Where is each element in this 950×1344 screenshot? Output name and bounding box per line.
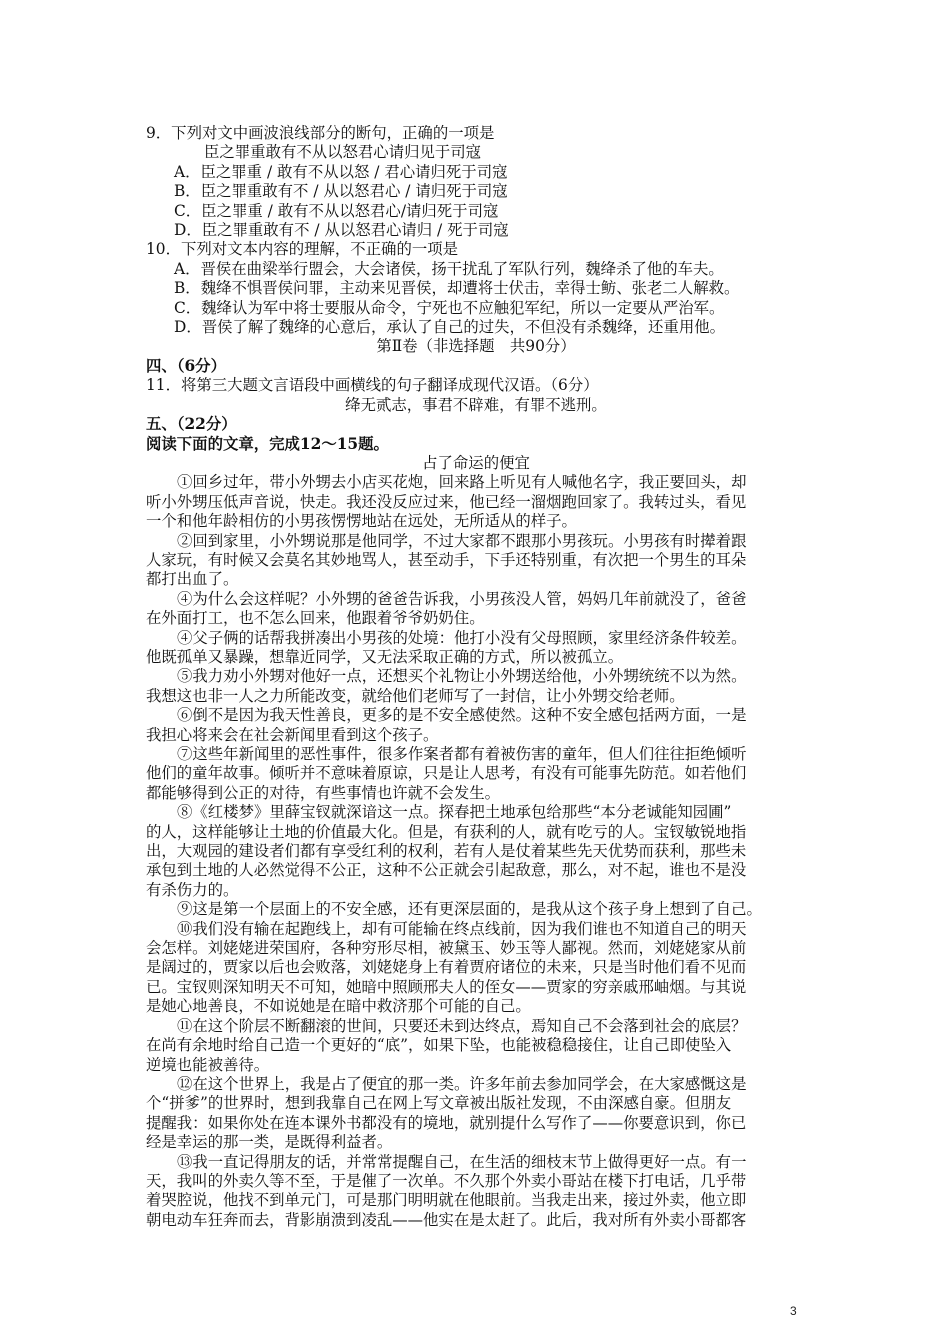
q9-option-b: B．臣之罪重敢有不 / 从以怒君心 / 请归死于司寇 <box>174 182 508 201</box>
article-line: 他们的童年故事。倾听并不意味着原谅，只是让人思考，有没有可能事先防范。如若他们 <box>146 764 747 783</box>
article-line: 逆境也能被善待。 <box>146 1055 270 1074</box>
article-paragraph <box>146 803 806 900</box>
article-title: 占了命运的便宜 <box>422 453 530 472</box>
article-paragraph <box>146 667 806 706</box>
page-number: 3 <box>790 1304 797 1318</box>
section-4-heading: 四、（6分） <box>146 356 226 375</box>
q10-option-a: A．晋侯在曲梁举行盟会，大会诸侯，扬干扰乱了军队行列，魏绛杀了他的车夫。 <box>174 259 724 278</box>
article-line: ④父子俩的话帮我拼凑出小男孩的处境：他打小没有父母照顾，家里经济条件较差。 <box>177 628 747 647</box>
q11-sentence: 绛无贰志，事君不辟难，有罪不逃刑。 <box>345 395 607 414</box>
article-line: 我想这也非一人之力所能改变，就给他们老师写了一封信，让小外甥交给老师。 <box>146 686 685 705</box>
article-line: 个“拼爹”的世界时，想到我靠自己在网上写文章被出版社发现，不由深感自豪。但朋友 <box>146 1094 732 1113</box>
q10-option-d: D．晋侯了解了魏绛的心意后，承认了自己的过失，不但没有杀魏绛，还重用他。 <box>174 318 726 337</box>
article-line: 是阔过的，贾家以后也会败落，刘姥姥身上有着贾府诸位的未来，只是当时他们看不见而 <box>146 958 747 977</box>
article-line: 一个和他年龄相仿的小男孩愣愣地站在远处，无所适从的样子。 <box>146 512 577 531</box>
article-paragraph <box>146 473 806 531</box>
article-line: ⑦这些年新闻里的恶性事件，很多作案者都有着被伤害的童年，但人们往往拒绝倾听 <box>177 745 747 763</box>
article-body <box>146 473 806 1230</box>
article-line: 的人，这样能够让土地的价值最大化。但是，有获利的人，就有吃亏的人。宝钗敏锐地指 <box>146 822 747 841</box>
article-paragraph <box>146 629 806 668</box>
article-paragraph <box>146 1017 806 1075</box>
q9-option-c: C．臣之罪重 / 敢有不从以怒君心/请归死于司寇 <box>174 201 499 220</box>
article-line: 天，我叫的外卖久等不至，于是催了一次单。不久那个外卖小哥站在楼下打电话，几乎带 <box>146 1171 747 1190</box>
article-line: ①回乡过年，带小外甥去小店买花炮，回来路上听见有人喊他名字，我正要回头，却 <box>177 473 747 492</box>
article-line: ④为什么会这样呢？小外甥的爸爸告诉我，小男孩没人管，妈妈几年前就没了，爸爸 <box>177 589 747 608</box>
q9-stem: 9．下列对文中画波浪线部分的断句，正确的一项是 <box>146 124 495 142</box>
section-5-instruction: 阅读下面的文章，完成12～15题。 <box>146 434 389 453</box>
article-line: ⑫在这个世界上，我是占了便宜的那一类。许多年前去参加同学会，在大家感慨这是 <box>177 1074 747 1093</box>
article-paragraph <box>146 1075 806 1153</box>
page-content <box>146 124 806 1230</box>
article-paragraph <box>146 1153 806 1231</box>
article-line: ⑪在这个阶层不断翻滚的世间，只要还未到达终点，焉知自己不会落到社会的底层？ <box>177 1016 747 1035</box>
q9-quote: 臣之罪重敢有不从以怒君心请归见于司寇 <box>204 143 482 162</box>
article-line: 出，大观园的建设者们都有享受红利的权利，若有人是仗着某些先天优势而获利，那些未 <box>146 842 747 861</box>
article-line: ②回到家里，小外甥说那是他同学，不过大家都不跟那小男孩玩。小男孩有时撵着跟 <box>177 531 747 550</box>
article-line: 会怎样。刘姥姥进荣国府，各种穷形尽相，被黛玉、妙玉等人鄙视。然而，刘姥姥家从前 <box>146 939 747 958</box>
q9-option-d: D．臣之罪重敢有不 / 从以怒君心请归 / 死于司寇 <box>174 221 509 240</box>
article-line: 都能够得到公正的对待，有些事情也许就不会发生。 <box>146 783 500 802</box>
article-line: ⑩我们没有输在起跑线上，却有可能输在终点线前，因为我们谁也不知道自己的明天 <box>177 919 747 938</box>
article-line: ⑧《红楼梦》里薛宝钗就深谙这一点。探春把土地承包给那些“本分老诚能知园圃” <box>177 803 732 822</box>
q9-option-a: A．臣之罪重 / 敢有不从以怒 / 君心请归死于司寇 <box>174 162 508 181</box>
article-line: 已。宝钗则深知明天不可知，她暗中照顾邢夫人的侄女——贾家的穷亲戚邢岫烟。与其说 <box>146 977 747 996</box>
article-line: 经是幸运的那一类，是既得利益者。 <box>146 1133 393 1152</box>
article-line: 听小外甥压低声音说，快走。我还没反应过来，他已经一溜烟跑回家了。我转过头，看见 <box>146 492 747 511</box>
article-line: 是她心地善良，不如说她是在暗中救济那个可能的自己。 <box>146 997 531 1016</box>
q10-option-b: B．魏绛不惧晋侯问罪，主动来见晋侯，却遭将士伏击，幸得士鲂、张老二人解救。 <box>174 279 740 298</box>
article-paragraph <box>146 590 806 629</box>
article-line: 他既孤单又暴躁，想靠近同学，又无法采取正确的方式，所以被孤立。 <box>146 647 624 666</box>
article-line: ⑥倒不是因为我天性善良，更多的是不安全感使然。这种不安全感包括两方面，一是 <box>177 706 747 725</box>
q10-option-c: C．魏绛认为军中将士要服从命令，宁死也不应触犯军纪，所以一定要从严治军。 <box>174 298 725 317</box>
article-line: 有杀伤力的。 <box>146 880 239 899</box>
article-line: 提醒我：如果你处在连本课外书都没有的境地，就别提什么写作了——你要意识到，你已 <box>146 1113 747 1132</box>
q10-stem: 10．下列对文本内容的理解，不正确的一项是 <box>146 240 459 259</box>
article-line: 在尚有余地时给自己造一个更好的“底”，如果下坠，也能被稳稳接住，让自己即使坠入 <box>146 1036 732 1055</box>
section-5-heading: 五、（22分） <box>146 415 237 434</box>
q11-stem: 11．将第三大题文言语段中画横线的句子翻译成现代汉语。（6分） <box>146 376 599 395</box>
article-line: ⑬我一直记得朋友的话，并常常提醒自己，在生活的细枝末节上做得更好一点。有一 <box>177 1152 747 1171</box>
article-line: 着哭腔说，他找不到单元门，可是那门明明就在他眼前。当我走出来，接过外卖，他立即 <box>146 1191 747 1210</box>
article-paragraph <box>146 900 806 919</box>
article-line: 承包到土地的人必然觉得不公正，这种不公正就会引起敌意，那么，对不起，谁也不是没 <box>146 861 747 880</box>
article-line: 都打出血了。 <box>146 570 239 589</box>
article-paragraph <box>146 532 806 590</box>
article-paragraph <box>146 706 806 745</box>
article-line: 我担心将来会在社会新闻里看到这个孩子。 <box>146 725 439 744</box>
article-line: ⑨这是第一个层面上的不安全感，还有更深层面的，是我从这个孩子身上想到了自己。 <box>177 900 762 919</box>
article-line: ⑤我力劝小外甥对他好一点，还想买个礼物让小外甥送给他，小外甥统统不以为然。 <box>177 667 747 686</box>
article-line: 在外面打工，也不怎么回来，他跟着爷爷奶奶住。 <box>146 609 485 628</box>
article-line: 人家玩，有时候又会莫名其妙地骂人，甚至动手，下手还特别重，有次把一个男生的耳朵 <box>146 550 747 569</box>
article-paragraph <box>146 920 806 1017</box>
article-line: 朝电动车狂奔而去，背影崩溃到凌乱——他实在是太赶了。此后，我对所有外卖小哥都客 <box>146 1210 747 1229</box>
volume-2-title: 第Ⅱ卷（非选择题 共90分） <box>376 337 576 356</box>
article-paragraph <box>146 745 806 803</box>
